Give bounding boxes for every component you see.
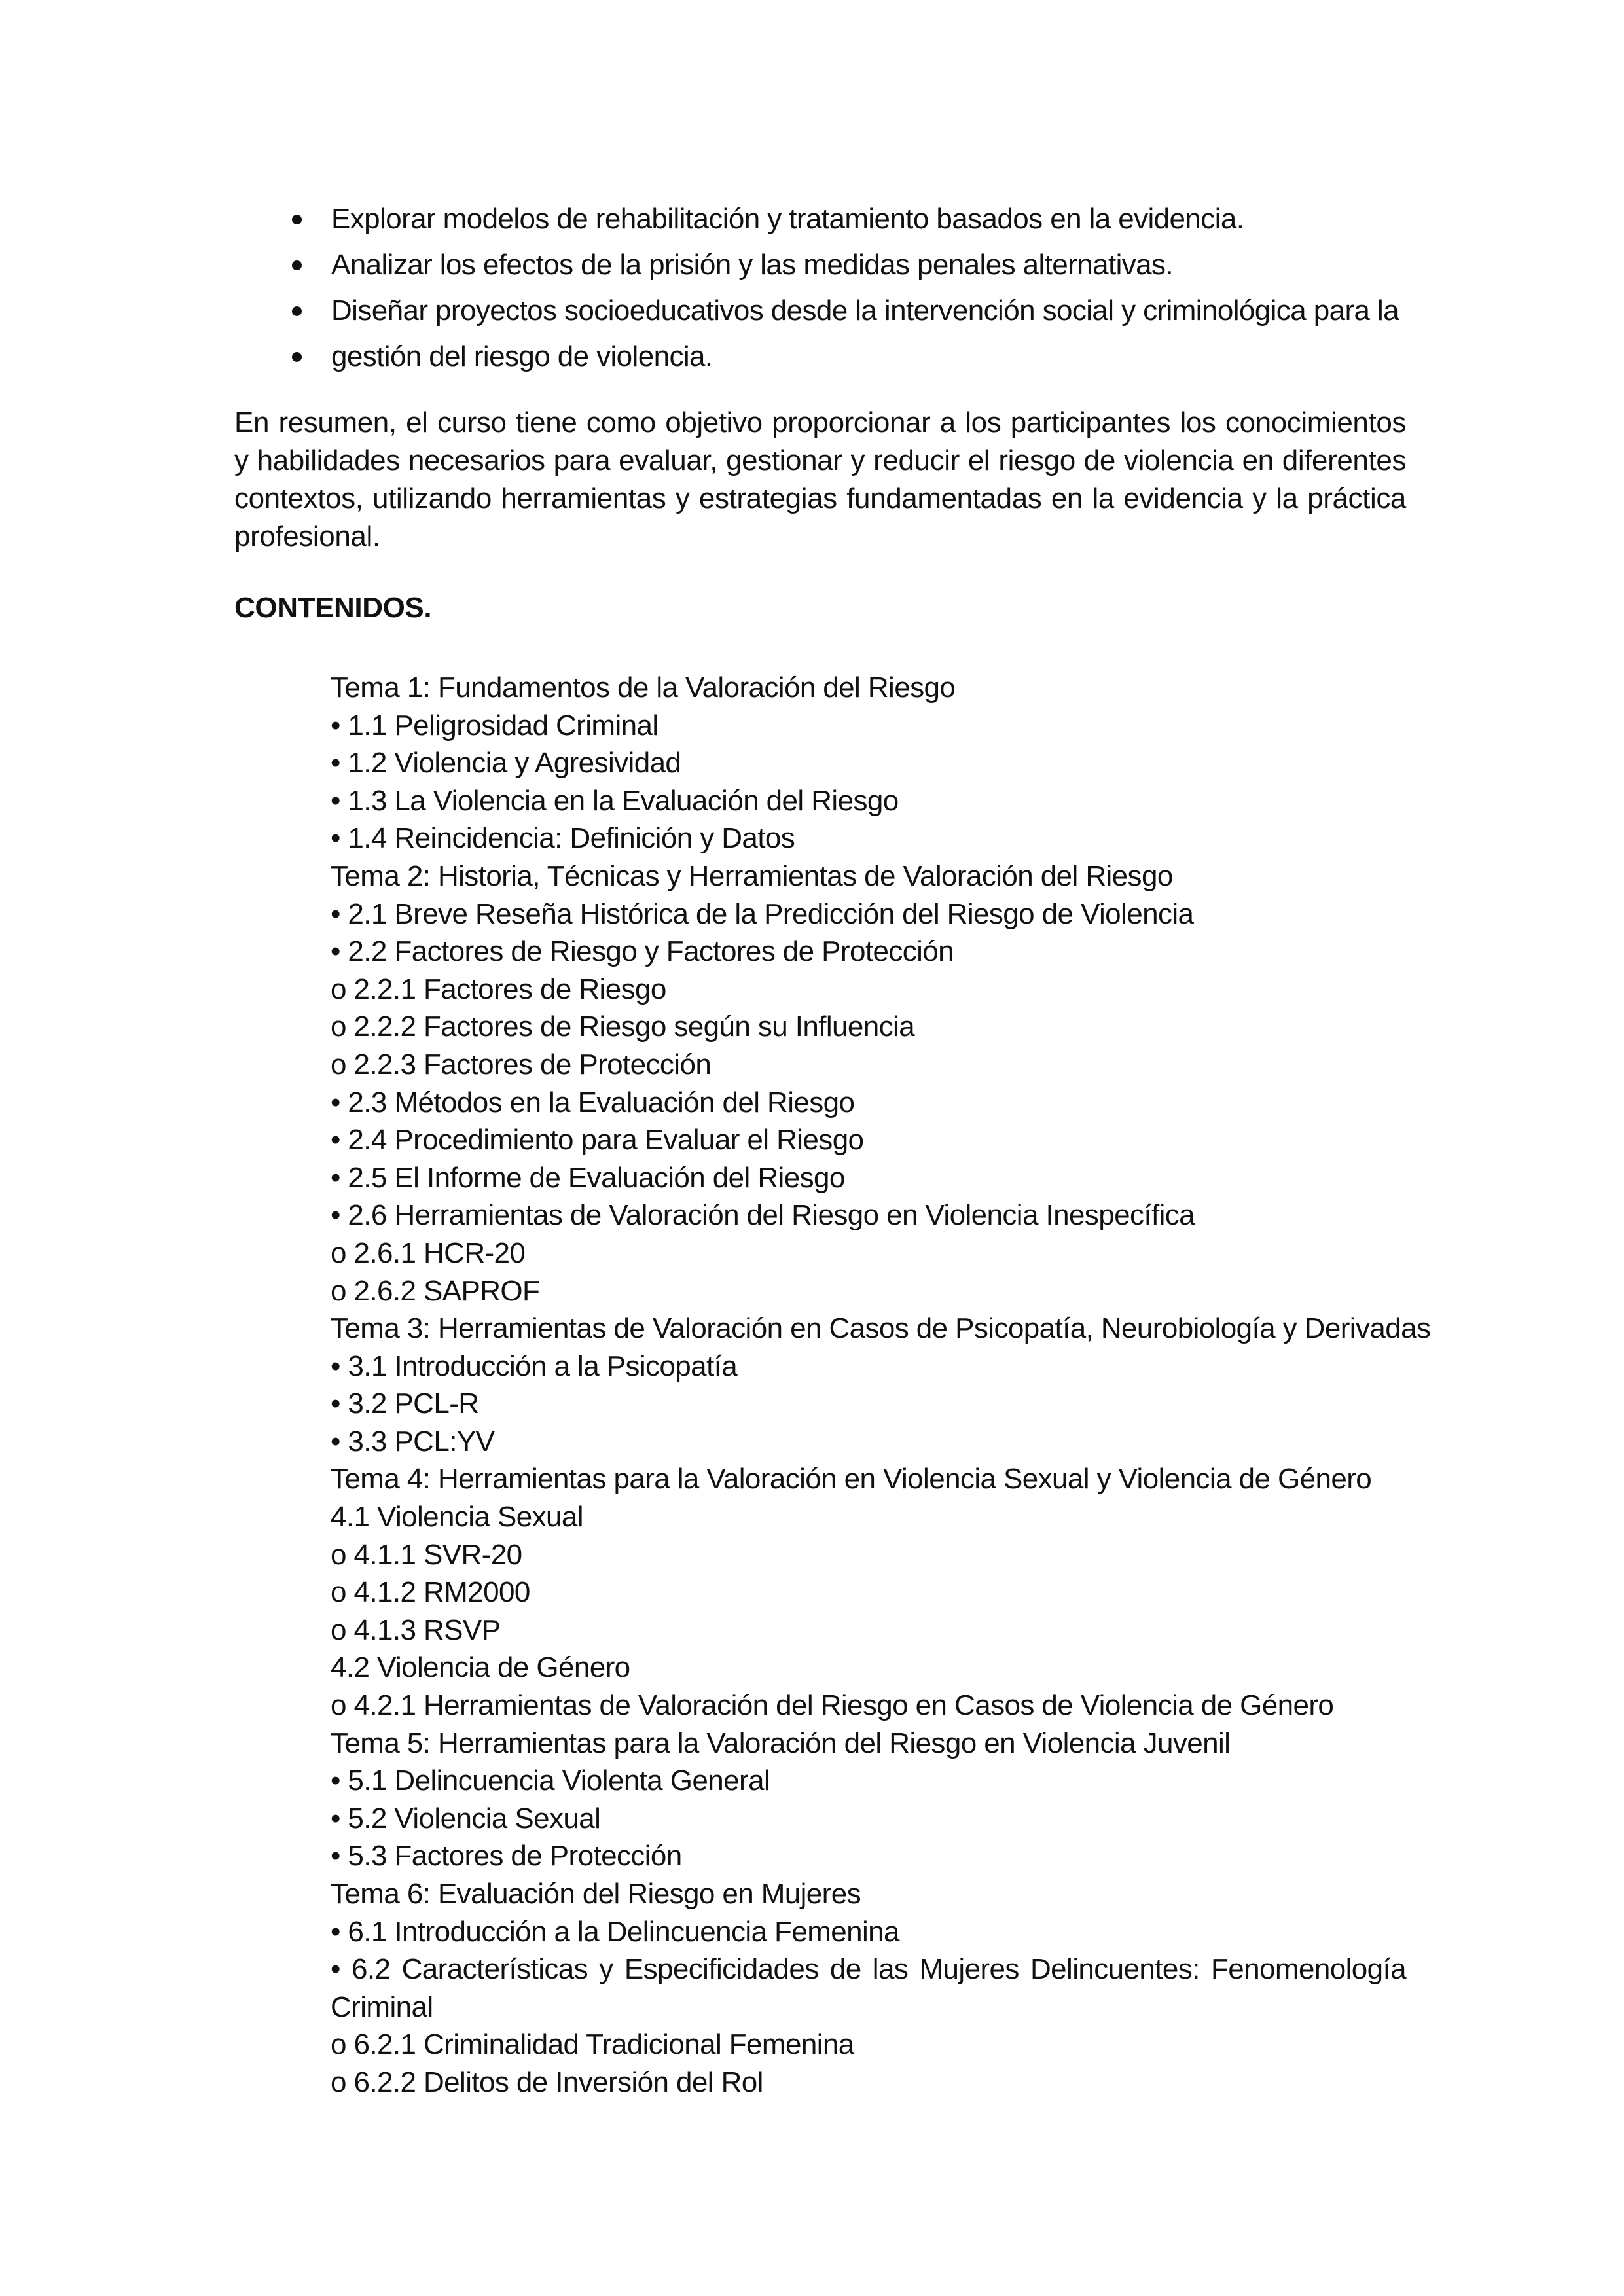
contents-item: • 3.1 Introducción a la Psicopatía xyxy=(331,1350,738,1382)
objective-item xyxy=(234,196,1406,242)
contents-item: • 2.5 El Informe de Evaluación del Riesgo xyxy=(331,1161,845,1194)
objective-item xyxy=(234,242,1406,288)
contents-item: • 2.1 Breve Reseña Histórica de la Predicción del Riesgo de Violencia xyxy=(331,897,1194,930)
objective-text: Analizar los efectos de la prisión y las medidas penales alternativas. xyxy=(331,249,1174,281)
contents-item: • 1.4 Reincidencia: Definición y Datos xyxy=(331,822,795,855)
contents-item: o 4.1.3 RSVP xyxy=(331,1613,501,1646)
summary-paragraph: En resumen, el curso tiene como objetivo proporcionar a los participantes los conocimientos y habilidades necesarios para evaluar, gestionar y reducir el riesgo de violencia en diferentes contextos, utilizando herramientas y estrategias fundamentadas en la evidencia y la práctica profesional. xyxy=(234,406,1406,552)
contents-item: • 1.3 La Violencia en la Evaluación del Riesgo xyxy=(331,784,899,817)
contents-item: • 2.2 Factores de Riesgo y Factores de Protección xyxy=(331,935,954,968)
contents-item: o 2.2.1 Factores de Riesgo xyxy=(331,973,666,1005)
objective-text: gestión del riesgo de violencia. xyxy=(331,340,713,372)
objective-text: Explorar modelos de rehabilitación y tratamiento basados en la evidencia. xyxy=(331,203,1244,235)
contents-item: 4.2 Violencia de Género xyxy=(331,1651,630,1684)
contents-item: Tema 1: Fundamentos de la Valoración del Riesgo xyxy=(331,672,956,704)
objective-item xyxy=(234,288,1406,334)
contents-item: Tema 6: Evaluación del Riesgo en Mujeres xyxy=(331,1878,861,1910)
contents-heading: CONTENIDOS. xyxy=(234,592,432,624)
contents-item: Tema 2: Historia, Técnicas y Herramientas de Valoración del Riesgo xyxy=(331,859,1173,892)
contents-item: • 1.1 Peligrosidad Criminal xyxy=(331,709,659,742)
bullet-icon xyxy=(292,260,302,270)
contents-item: o 6.2.1 Criminalidad Tradicional Femenina xyxy=(331,2028,854,2061)
objective-text: Diseñar proyectos socioeducativos desde la intervención social y criminológica para la xyxy=(331,295,1399,327)
contents-item: • 3.3 PCL:YV xyxy=(331,1425,495,1458)
contents-item: • 2.6 Herramientas de Valoración del Riesgo en Violencia Inespecífica xyxy=(331,1199,1195,1232)
contents-item: • 2.4 Procedimiento para Evaluar el Riesgo xyxy=(331,1124,864,1157)
contents-item: Tema 3: Herramientas de Valoración en Casos de Psicopatía, Neurobiología y Derivadas xyxy=(331,1312,1431,1345)
contents-item: o 2.6.1 HCR-20 xyxy=(331,1236,526,1269)
contents-item: Tema 4: Herramientas para la Valoración en Violencia Sexual y Violencia de Género xyxy=(331,1463,1372,1496)
contents-item: Tema 5: Herramientas para la Valoración del Riesgo en Violencia Juvenil xyxy=(331,1727,1231,1759)
bullet-icon xyxy=(292,306,302,316)
contents-item: o 4.1.1 SVR-20 xyxy=(331,1538,522,1571)
contents-item: • 5.1 Delincuencia Violenta General xyxy=(331,1765,770,1797)
contents-item: o 6.2.2 Delitos de Inversión del Rol xyxy=(331,2066,763,2098)
contents-item: 4.1 Violencia Sexual xyxy=(331,1501,583,1534)
contents-item: o 2.2.2 Factores de Riesgo según su Influencia xyxy=(331,1011,915,1043)
objectives-list xyxy=(234,196,1406,380)
contents-item: • 5.3 Factores de Protección xyxy=(331,1840,682,1873)
contents-list xyxy=(331,669,1431,2102)
contents-item: o 4.1.2 RM2000 xyxy=(331,1576,530,1609)
contents-item: • 2.3 Métodos en la Evaluación del Riesgo xyxy=(331,1086,855,1119)
contents-item: • 1.2 Violencia y Agresividad xyxy=(331,747,681,780)
contents-item: o 2.2.3 Factores de Protección xyxy=(331,1048,712,1081)
contents-item: • 5.2 Violencia Sexual xyxy=(331,1802,601,1835)
contents-item: • 6.1 Introducción a la Delincuencia Femenina xyxy=(331,1915,899,1948)
contents-item: • 6.2 Características y Especificidades de las Mujeres Delincuentes: Fenomenología Criminal xyxy=(331,1953,1406,2023)
contents-item: • 3.2 PCL-R xyxy=(331,1388,479,1420)
contents-item: o 4.2.1 Herramientas de Valoración del Riesgo en Casos de Violencia de Género xyxy=(331,1689,1334,1722)
objective-item xyxy=(234,334,1406,380)
contents-item: o 2.6.2 SAPROF xyxy=(331,1274,540,1307)
bullet-icon xyxy=(292,352,302,362)
bullet-icon xyxy=(292,215,302,224)
